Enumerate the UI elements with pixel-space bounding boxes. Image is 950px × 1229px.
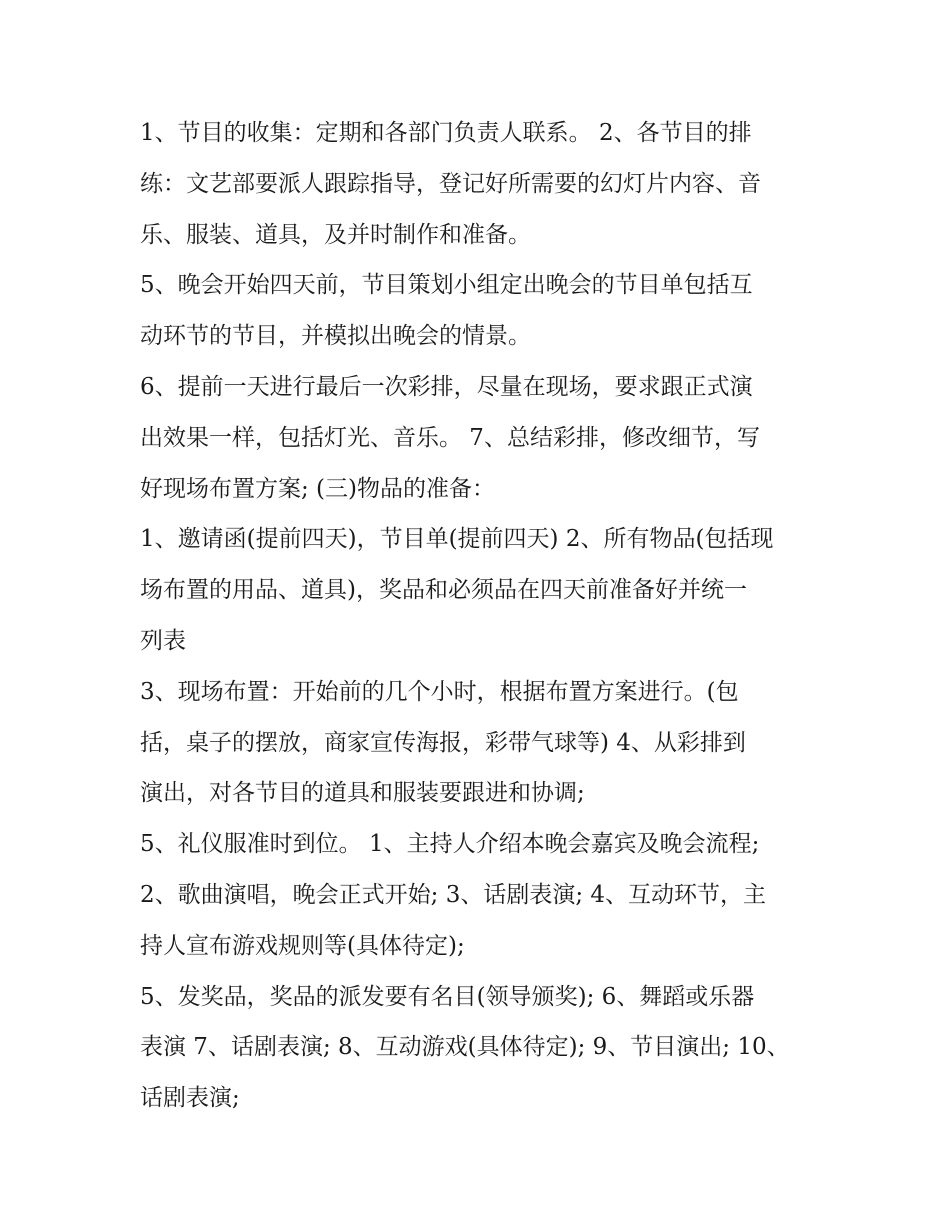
text-line: 好现场布置方案; (三)物品的准备： xyxy=(140,475,496,502)
text-line: 5、礼仪服准时到位。 1、主持人介绍本晚会嘉宾及晚会流程; xyxy=(140,831,760,858)
text-line: 括，桌子的摆放，商家宣传海报，彩带气球等) 4、从彩排到 xyxy=(140,729,746,756)
text-line: 动环节的节目，并模拟出晚会的情景。 xyxy=(140,323,531,350)
text-line: 3、现场布置：开始前的几个小时，根据布置方案进行。(包 xyxy=(140,678,739,705)
text-line: 乐、服装、道具，及并时制作和准备。 xyxy=(140,221,531,248)
text-line: 5、晚会开始四天前，节目策划小组定出晚会的节目单包括互 xyxy=(140,272,753,299)
text-line: 列表 xyxy=(140,627,186,654)
text-line: 1、节目的收集：定期和各部门负责人联系。 2、各节目的排 xyxy=(140,120,752,146)
document-body xyxy=(140,108,815,1124)
text-line: 2、歌曲演唱，晚会正式开始; 3、话剧表演; 4、互动环节，主 xyxy=(140,881,767,908)
text-line: 1、邀请函(提前四天)，节目单(提前四天) 2、所有物品(包括现 xyxy=(140,526,774,553)
text-line: 场布置的用品、道具)，奖品和必须品在四天前准备好并统一 xyxy=(140,577,747,604)
text-line: 出效果一样，包括灯光、音乐。 7、总结彩排，修改细节，写 xyxy=(140,424,760,451)
text-line: 演出，对各节目的道具和服装要跟进和协调; xyxy=(140,780,585,807)
text-line: 表演 7、话剧表演; 8、互动游戏(具体待定); 9、节目演出; 10、 xyxy=(140,1034,790,1061)
text-line: 持人宣布游戏规则等(具体待定); xyxy=(140,932,465,959)
text-line: 5、发奖品，奖品的派发要有名目(领导颁奖); 6、舞蹈或乐器 xyxy=(140,983,755,1010)
text-line: 练：文艺部要派人跟踪指导，登记好所需要的幻灯片内容、音 xyxy=(140,170,761,197)
text-line: 话剧表演; xyxy=(140,1085,240,1112)
text-line: 6、提前一天进行最后一次彩排，尽量在现场，要求跟正式演 xyxy=(140,373,753,400)
